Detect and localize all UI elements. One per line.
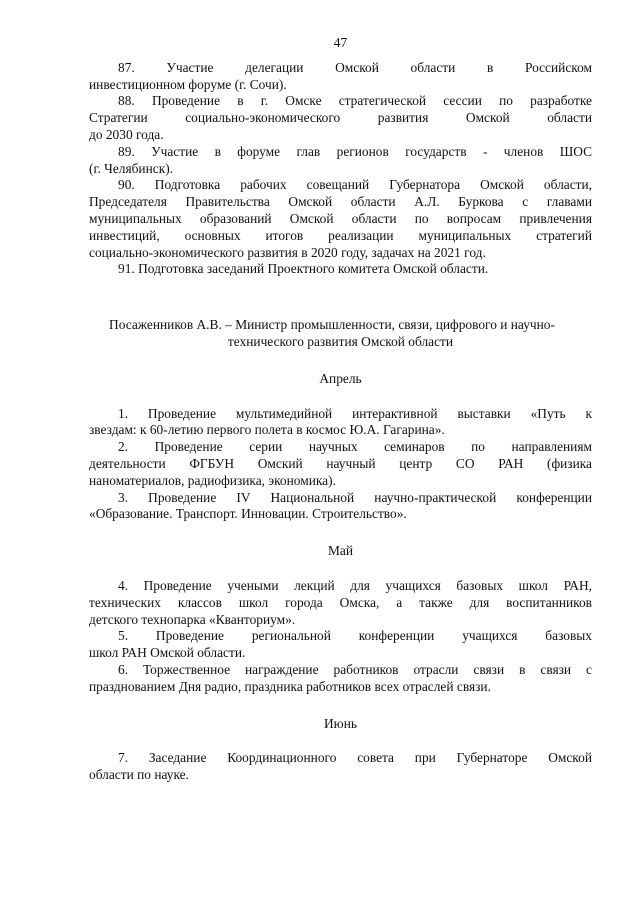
month-heading-april (89, 371, 592, 388)
april-items-list (89, 406, 592, 524)
official-heading-line: Посаженников А.В. – Министр промышленности, связи, цифрового и научно- (109, 317, 555, 333)
list-item (89, 261, 592, 278)
list-item-line: инвестиций, основных итогов реализации муниципальных стратегий (89, 227, 592, 243)
month-heading-june (89, 716, 592, 733)
list-item (89, 662, 592, 696)
list-item-line: 88. Проведение в г. Омске стратегической сессии по разработке (118, 93, 592, 109)
list-item-line: области по науке. (89, 767, 189, 783)
list-item-line: празднованием Дня радио, праздника работников всех отраслей связи. (89, 678, 491, 694)
june-items-list (89, 750, 592, 784)
list-item-line: (г. Челябинск). (89, 160, 174, 176)
list-item-line: 90. Подготовка рабочих совещаний Губернатора Омской области, (118, 177, 592, 193)
list-item (89, 578, 592, 628)
list-item-line: муниципальных образований Омской области по вопросам привлечения (89, 210, 592, 226)
page-number: 47 (333, 35, 348, 50)
list-item-line: 91. Подготовка заседаний Проектного комитета Омской области. (118, 261, 489, 277)
list-item-line: 3. Проведение IV Национальной научно-практической конференции (118, 489, 592, 505)
list-item (89, 490, 592, 524)
list-item-line: 1. Проведение мультимедийной интерактивной выставки «Путь к (118, 405, 592, 421)
list-item-line: деятельности ФГБУН Омский научный центр СО РАН (физика (89, 455, 592, 471)
list-item (89, 60, 592, 94)
list-item-line: Председателя Правительства Омской области А.Л. Буркова с главами (89, 194, 592, 210)
official-heading (89, 317, 592, 351)
month-heading-may (89, 543, 592, 560)
list-item-line: 4. Проведение учеными лекций для учащихся базовых школ РАН, (118, 577, 592, 593)
list-item (89, 144, 592, 178)
list-item (89, 406, 592, 440)
list-item-line: школ РАН Омской области. (89, 645, 246, 661)
list-item-line: наноматериалов, радиофизика, экономика). (89, 472, 336, 488)
list-item-line: 6. Торжественное награждение работников отрасли связи в связи с (118, 661, 592, 677)
list-item-line: Стратегии социально-экономического развития Омской области (89, 110, 592, 126)
month-label: Май (327, 543, 354, 559)
month-label: Июнь (324, 715, 357, 731)
list-item-line: социально-экономического развития в 2020 году, задачах на 2021 год. (89, 244, 486, 260)
list-item (89, 439, 592, 489)
list-item-line: 7. Заседание Координационного совета при Губернаторе Омской (118, 750, 592, 766)
may-items-list (89, 578, 592, 696)
list-item (89, 750, 592, 784)
official-heading-line: технического развития Омской области (227, 333, 454, 349)
list-item-line: 5. Проведение региональной конференции учащихся базовых (118, 628, 592, 644)
list-item-line: 89. Участие в форуме глав регионов государств - членов ШОС (118, 143, 592, 159)
list-item-line: «Образование. Транспорт. Инновации. Строительство». (89, 506, 407, 522)
list-item (89, 93, 592, 143)
list-item-line: 2. Проведение серии научных семинаров по направлениям (118, 439, 592, 455)
list-item-line: технических классов школ города Омска, а также для воспитанников (89, 594, 592, 610)
list-item-line: 87. Участие делегации Омской области в Российском (118, 59, 592, 75)
list-item-line: инвестиционном форуме (г. Сочи). (89, 76, 287, 92)
list-item (89, 628, 592, 662)
top-items-list (89, 60, 592, 278)
list-item-line: до 2030 года. (89, 126, 164, 142)
month-label: Апрель (319, 370, 362, 386)
list-item-line: звездам: к 60-летию первого полета в космос Ю.А. Гагарина». (89, 422, 445, 438)
list-item (89, 177, 592, 261)
list-item-line: детского технопарка «Кванториум». (89, 611, 296, 627)
